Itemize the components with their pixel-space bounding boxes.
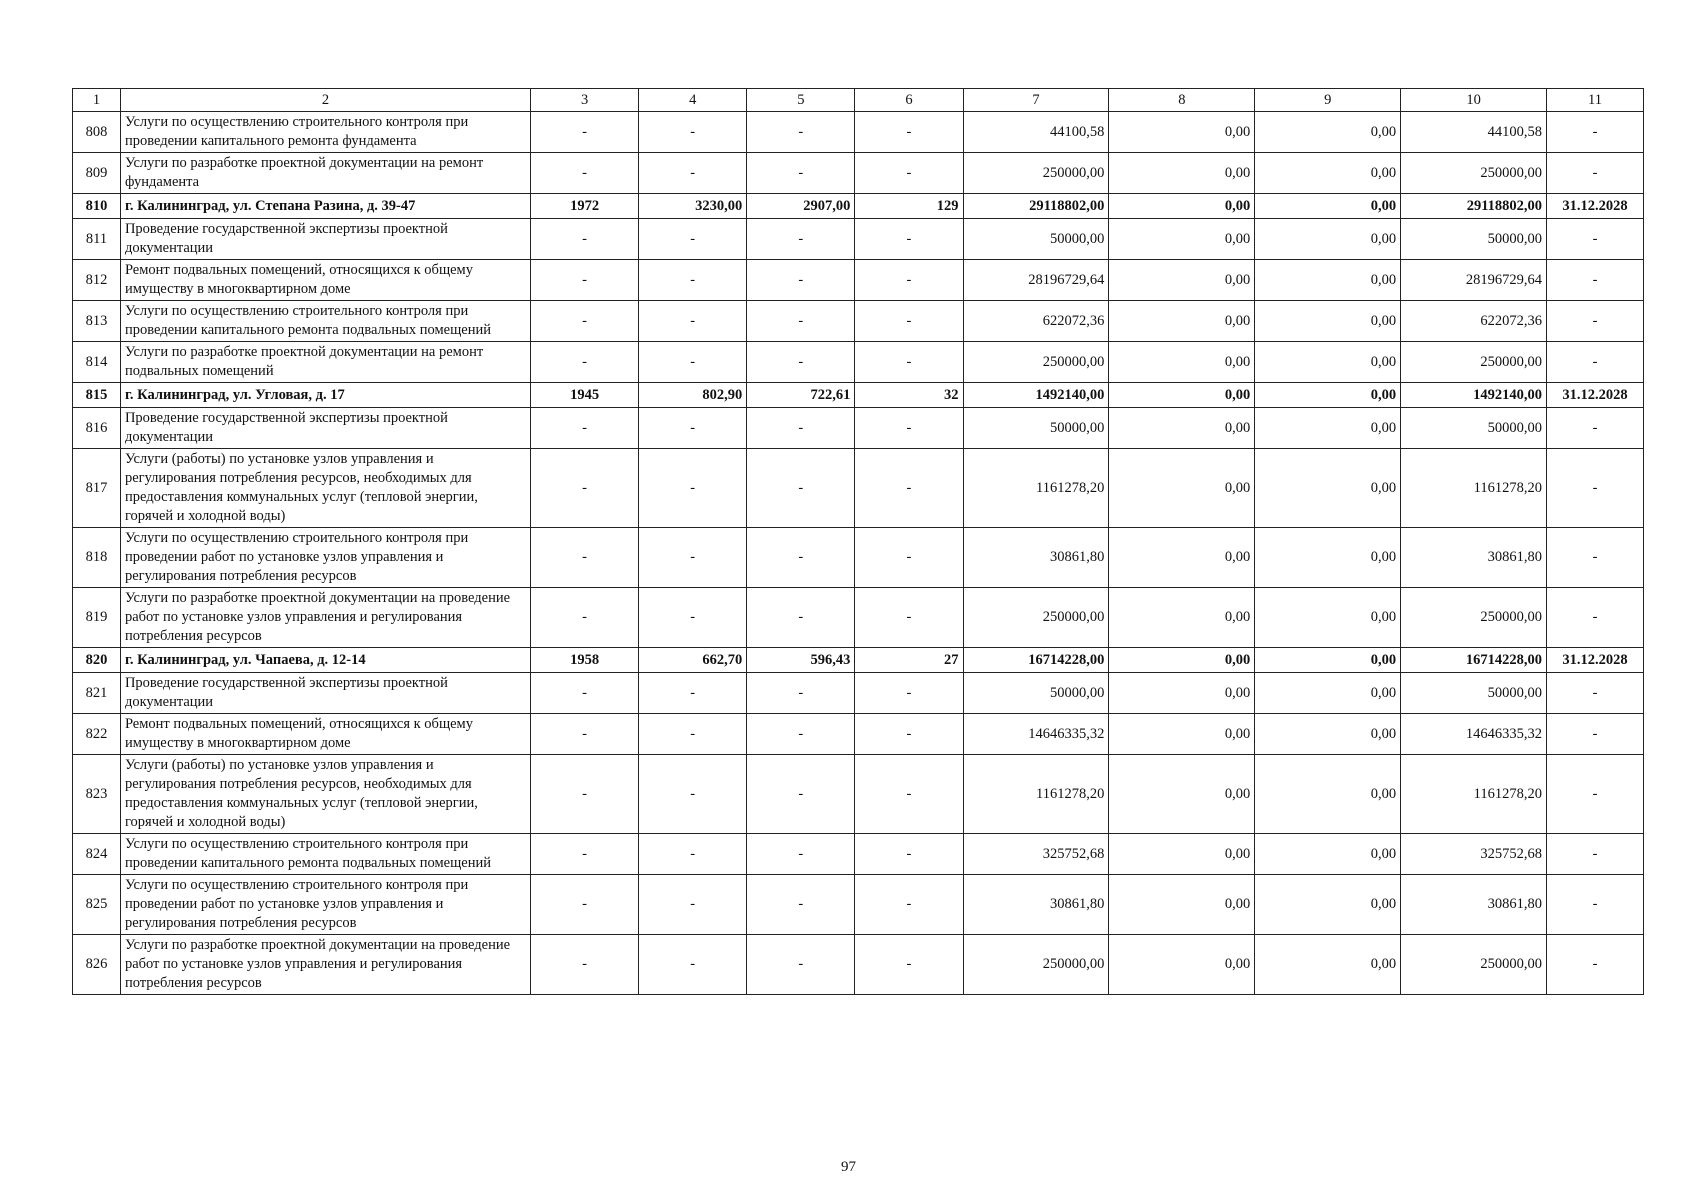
col-10-cell: 1492140,00 (1401, 383, 1547, 408)
item-description-cell: Услуги по осуществлению строительного контроля при проведении работ по установке узлов управления и регулирования потребления ресурсов (120, 528, 530, 588)
item-description-cell: Проведение государственной экспертизы проектной документации (120, 408, 530, 449)
col-10-cell: 16714228,00 (1401, 648, 1547, 673)
row-number-cell: 822 (73, 714, 121, 755)
row-number-cell: 817 (73, 449, 121, 528)
table-row (73, 112, 1644, 153)
col-8-cell: 0,00 (1109, 673, 1255, 714)
col-4-cell: - (639, 588, 747, 648)
row-number-cell: 823 (73, 755, 121, 834)
col-9-cell: 0,00 (1255, 673, 1401, 714)
table-row (73, 714, 1644, 755)
col-7-cell: 29118802,00 (963, 194, 1109, 219)
col-7-cell: 250000,00 (963, 153, 1109, 194)
col-10-cell: 30861,80 (1401, 528, 1547, 588)
item-description-cell: Услуги (работы) по установке узлов управления и регулирования потребления ресурсов, необходимых для предоставления коммунальных услуг (тепловой энергии, горячей и холодной воды) (120, 449, 530, 528)
col-11-cell: - (1547, 588, 1644, 648)
col-11-cell: - (1547, 755, 1644, 834)
row-number-cell: 820 (73, 648, 121, 673)
col-8-cell: 0,00 (1109, 219, 1255, 260)
row-number-cell: 819 (73, 588, 121, 648)
col-7-cell: 50000,00 (963, 219, 1109, 260)
col-11-cell: 31.12.2028 (1547, 194, 1644, 219)
column-header: 1 (73, 89, 121, 112)
col-5-cell: - (747, 588, 855, 648)
col-7-cell: 250000,00 (963, 342, 1109, 383)
row-number-cell: 818 (73, 528, 121, 588)
table-row (73, 875, 1644, 935)
table-row (73, 755, 1644, 834)
item-description-cell: Услуги по осуществлению строительного контроля при проведении капитального ремонта подвальных помещений (120, 301, 530, 342)
col-10-cell: 29118802,00 (1401, 194, 1547, 219)
col-6-cell: - (855, 449, 963, 528)
col-8-cell: 0,00 (1109, 875, 1255, 935)
col-11-cell: - (1547, 260, 1644, 301)
col-6-cell: - (855, 219, 963, 260)
col-10-cell: 44100,58 (1401, 112, 1547, 153)
col-3-cell: - (531, 153, 639, 194)
item-description-cell: Услуги по разработке проектной документации на ремонт фундамента (120, 153, 530, 194)
col-3-cell: 1958 (531, 648, 639, 673)
col-7-cell: 1161278,20 (963, 755, 1109, 834)
col-7-cell: 250000,00 (963, 935, 1109, 995)
col-11-cell: - (1547, 834, 1644, 875)
col-4-cell: - (639, 112, 747, 153)
item-description-cell: Услуги по осуществлению строительного контроля при проведении капитального ремонта фундамента (120, 112, 530, 153)
col-4-cell: - (639, 528, 747, 588)
col-11-cell: - (1547, 153, 1644, 194)
col-6-cell: - (855, 673, 963, 714)
row-number-cell: 824 (73, 834, 121, 875)
col-8-cell: 0,00 (1109, 194, 1255, 219)
col-3-cell: - (531, 834, 639, 875)
col-5-cell: - (747, 112, 855, 153)
col-11-cell: - (1547, 714, 1644, 755)
col-3-cell: 1945 (531, 383, 639, 408)
col-5-cell: 722,61 (747, 383, 855, 408)
col-7-cell: 28196729,64 (963, 260, 1109, 301)
col-11-cell: - (1547, 673, 1644, 714)
col-11-cell: 31.12.2028 (1547, 383, 1644, 408)
col-8-cell: 0,00 (1109, 755, 1255, 834)
col-3-cell: 1972 (531, 194, 639, 219)
col-4-cell: - (639, 219, 747, 260)
column-header: 3 (531, 89, 639, 112)
item-description-cell: Ремонт подвальных помещений, относящихся к общему имуществу в многоквартирном доме (120, 714, 530, 755)
col-6-cell: - (855, 588, 963, 648)
col-7-cell: 1161278,20 (963, 449, 1109, 528)
col-6-cell: - (855, 528, 963, 588)
col-3-cell: - (531, 755, 639, 834)
budget-table (72, 88, 1644, 995)
col-10-cell: 250000,00 (1401, 342, 1547, 383)
column-header: 5 (747, 89, 855, 112)
item-description-cell: Услуги по разработке проектной документации на проведение работ по установке узлов управления и регулирования потребления ресурсов (120, 935, 530, 995)
table-row (73, 219, 1644, 260)
col-5-cell: - (747, 834, 855, 875)
col-5-cell: - (747, 755, 855, 834)
col-4-cell: - (639, 342, 747, 383)
col-4-cell: - (639, 935, 747, 995)
col-6-cell: 27 (855, 648, 963, 673)
table-row (73, 673, 1644, 714)
col-3-cell: - (531, 528, 639, 588)
col-4-cell: - (639, 408, 747, 449)
table-row (73, 153, 1644, 194)
col-4-cell: - (639, 301, 747, 342)
col-5-cell: - (747, 153, 855, 194)
header-row (73, 89, 1644, 112)
item-description-cell: Услуги по разработке проектной документации на ремонт подвальных помещений (120, 342, 530, 383)
col-5-cell: - (747, 673, 855, 714)
col-6-cell: - (855, 408, 963, 449)
col-9-cell: 0,00 (1255, 301, 1401, 342)
col-5-cell: - (747, 528, 855, 588)
row-number-cell: 826 (73, 935, 121, 995)
col-10-cell: 28196729,64 (1401, 260, 1547, 301)
col-5-cell: 2907,00 (747, 194, 855, 219)
column-header: 2 (120, 89, 530, 112)
item-description-cell: Ремонт подвальных помещений, относящихся к общему имуществу в многоквартирном доме (120, 260, 530, 301)
row-number-cell: 816 (73, 408, 121, 449)
col-9-cell: 0,00 (1255, 260, 1401, 301)
col-4-cell: - (639, 153, 747, 194)
col-3-cell: - (531, 714, 639, 755)
table-row (73, 834, 1644, 875)
col-3-cell: - (531, 875, 639, 935)
row-number-cell: 813 (73, 301, 121, 342)
col-6-cell: - (855, 342, 963, 383)
col-7-cell: 50000,00 (963, 673, 1109, 714)
col-4-cell: 662,70 (639, 648, 747, 673)
col-10-cell: 622072,36 (1401, 301, 1547, 342)
col-8-cell: 0,00 (1109, 383, 1255, 408)
table-row (73, 342, 1644, 383)
col-8-cell: 0,00 (1109, 834, 1255, 875)
col-10-cell: 250000,00 (1401, 588, 1547, 648)
col-7-cell: 30861,80 (963, 528, 1109, 588)
col-9-cell: 0,00 (1255, 153, 1401, 194)
item-description-cell: г. Калининград, ул. Чапаева, д. 12-14 (120, 648, 530, 673)
table-row (73, 935, 1644, 995)
col-6-cell: - (855, 875, 963, 935)
col-3-cell: - (531, 588, 639, 648)
col-10-cell: 250000,00 (1401, 935, 1547, 995)
item-description-cell: Проведение государственной экспертизы проектной документации (120, 219, 530, 260)
col-3-cell: - (531, 260, 639, 301)
col-9-cell: 0,00 (1255, 449, 1401, 528)
col-6-cell: - (855, 260, 963, 301)
col-6-cell: - (855, 112, 963, 153)
row-number-cell: 809 (73, 153, 121, 194)
col-6-cell: 129 (855, 194, 963, 219)
col-7-cell: 250000,00 (963, 588, 1109, 648)
col-5-cell: - (747, 714, 855, 755)
row-number-cell: 815 (73, 383, 121, 408)
col-9-cell: 0,00 (1255, 875, 1401, 935)
col-5-cell: - (747, 260, 855, 301)
col-8-cell: 0,00 (1109, 301, 1255, 342)
col-8-cell: 0,00 (1109, 528, 1255, 588)
table-row (73, 408, 1644, 449)
col-9-cell: 0,00 (1255, 935, 1401, 995)
col-9-cell: 0,00 (1255, 194, 1401, 219)
table-row (73, 301, 1644, 342)
col-8-cell: 0,00 (1109, 588, 1255, 648)
col-8-cell: 0,00 (1109, 935, 1255, 995)
col-10-cell: 325752,68 (1401, 834, 1547, 875)
col-4-cell: - (639, 673, 747, 714)
col-11-cell: 31.12.2028 (1547, 648, 1644, 673)
table-row (73, 449, 1644, 528)
item-description-cell: Услуги по осуществлению строительного контроля при проведении работ по установке узлов управления и регулирования потребления ресурсов (120, 875, 530, 935)
col-3-cell: - (531, 301, 639, 342)
col-11-cell: - (1547, 935, 1644, 995)
col-11-cell: - (1547, 408, 1644, 449)
address-row (73, 648, 1644, 673)
col-8-cell: 0,00 (1109, 112, 1255, 153)
col-11-cell: - (1547, 112, 1644, 153)
col-6-cell: - (855, 935, 963, 995)
col-8-cell: 0,00 (1109, 648, 1255, 673)
col-10-cell: 50000,00 (1401, 219, 1547, 260)
col-7-cell: 325752,68 (963, 834, 1109, 875)
col-9-cell: 0,00 (1255, 112, 1401, 153)
col-5-cell: - (747, 219, 855, 260)
column-header: 8 (1109, 89, 1255, 112)
col-8-cell: 0,00 (1109, 714, 1255, 755)
row-number-cell: 812 (73, 260, 121, 301)
address-row (73, 194, 1644, 219)
col-9-cell: 0,00 (1255, 383, 1401, 408)
col-9-cell: 0,00 (1255, 219, 1401, 260)
item-description-cell: г. Калининград, ул. Степана Разина, д. 39-47 (120, 194, 530, 219)
col-7-cell: 30861,80 (963, 875, 1109, 935)
address-row (73, 383, 1644, 408)
col-7-cell: 14646335,32 (963, 714, 1109, 755)
col-4-cell: - (639, 714, 747, 755)
col-9-cell: 0,00 (1255, 408, 1401, 449)
col-6-cell: - (855, 153, 963, 194)
item-description-cell: Услуги по осуществлению строительного контроля при проведении капитального ремонта подвальных помещений (120, 834, 530, 875)
table-body (73, 89, 1644, 995)
col-10-cell: 250000,00 (1401, 153, 1547, 194)
col-5-cell: - (747, 875, 855, 935)
col-8-cell: 0,00 (1109, 260, 1255, 301)
col-6-cell: - (855, 714, 963, 755)
col-4-cell: - (639, 875, 747, 935)
col-9-cell: 0,00 (1255, 714, 1401, 755)
item-description-cell: Проведение государственной экспертизы проектной документации (120, 673, 530, 714)
col-5-cell: - (747, 449, 855, 528)
row-number-cell: 814 (73, 342, 121, 383)
col-7-cell: 50000,00 (963, 408, 1109, 449)
row-number-cell: 808 (73, 112, 121, 153)
table-row (73, 528, 1644, 588)
row-number-cell: 825 (73, 875, 121, 935)
col-3-cell: - (531, 673, 639, 714)
col-9-cell: 0,00 (1255, 588, 1401, 648)
col-11-cell: - (1547, 342, 1644, 383)
col-3-cell: - (531, 112, 639, 153)
column-header: 6 (855, 89, 963, 112)
item-description-cell: г. Калининград, ул. Угловая, д. 17 (120, 383, 530, 408)
column-header: 11 (1547, 89, 1644, 112)
column-header: 4 (639, 89, 747, 112)
col-3-cell: - (531, 408, 639, 449)
column-header: 7 (963, 89, 1109, 112)
col-5-cell: - (747, 301, 855, 342)
col-11-cell: - (1547, 301, 1644, 342)
col-10-cell: 1161278,20 (1401, 755, 1547, 834)
col-5-cell: - (747, 408, 855, 449)
row-number-cell: 821 (73, 673, 121, 714)
col-11-cell: - (1547, 449, 1644, 528)
page-number: 97 (841, 1159, 856, 1175)
col-3-cell: - (531, 342, 639, 383)
column-header: 9 (1255, 89, 1401, 112)
col-10-cell: 50000,00 (1401, 408, 1547, 449)
col-7-cell: 1492140,00 (963, 383, 1109, 408)
table-row (73, 260, 1644, 301)
col-4-cell: - (639, 755, 747, 834)
col-6-cell: - (855, 755, 963, 834)
col-7-cell: 16714228,00 (963, 648, 1109, 673)
col-5-cell: - (747, 342, 855, 383)
col-10-cell: 30861,80 (1401, 875, 1547, 935)
row-number-cell: 810 (73, 194, 121, 219)
col-9-cell: 0,00 (1255, 528, 1401, 588)
col-6-cell: 32 (855, 383, 963, 408)
col-9-cell: 0,00 (1255, 834, 1401, 875)
row-number-cell: 811 (73, 219, 121, 260)
col-7-cell: 44100,58 (963, 112, 1109, 153)
col-4-cell: 802,90 (639, 383, 747, 408)
col-4-cell: - (639, 449, 747, 528)
col-8-cell: 0,00 (1109, 449, 1255, 528)
col-3-cell: - (531, 935, 639, 995)
item-description-cell: Услуги по разработке проектной документации на проведение работ по установке узлов управления и регулирования потребления ресурсов (120, 588, 530, 648)
table-row (73, 588, 1644, 648)
col-9-cell: 0,00 (1255, 755, 1401, 834)
col-9-cell: 0,00 (1255, 342, 1401, 383)
col-9-cell: 0,00 (1255, 648, 1401, 673)
col-6-cell: - (855, 834, 963, 875)
col-11-cell: - (1547, 875, 1644, 935)
col-10-cell: 1161278,20 (1401, 449, 1547, 528)
col-3-cell: - (531, 449, 639, 528)
col-4-cell: 3230,00 (639, 194, 747, 219)
col-3-cell: - (531, 219, 639, 260)
col-5-cell: 596,43 (747, 648, 855, 673)
col-6-cell: - (855, 301, 963, 342)
col-4-cell: - (639, 834, 747, 875)
col-4-cell: - (639, 260, 747, 301)
col-11-cell: - (1547, 219, 1644, 260)
column-header: 10 (1401, 89, 1547, 112)
col-10-cell: 14646335,32 (1401, 714, 1547, 755)
col-8-cell: 0,00 (1109, 408, 1255, 449)
col-11-cell: - (1547, 528, 1644, 588)
col-10-cell: 50000,00 (1401, 673, 1547, 714)
item-description-cell: Услуги (работы) по установке узлов управления и регулирования потребления ресурсов, необходимых для предоставления коммунальных услуг (тепловой энергии, горячей и холодной воды) (120, 755, 530, 834)
col-5-cell: - (747, 935, 855, 995)
col-8-cell: 0,00 (1109, 342, 1255, 383)
col-8-cell: 0,00 (1109, 153, 1255, 194)
col-7-cell: 622072,36 (963, 301, 1109, 342)
